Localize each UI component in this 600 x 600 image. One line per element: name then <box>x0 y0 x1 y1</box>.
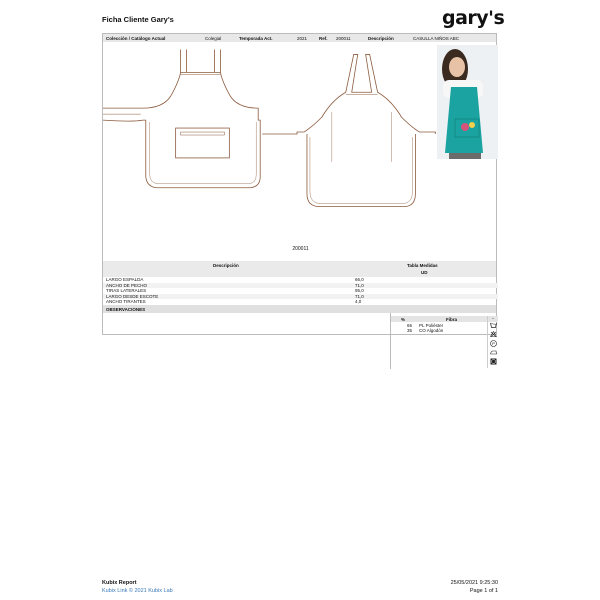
brand-logo: gary's <box>442 7 505 29</box>
measurement-table-header: Tabla Medidas <box>407 263 438 268</box>
footer-link[interactable]: Kubix Link © 2021 Kubix Lab <box>102 588 173 594</box>
care-instructions <box>487 316 498 368</box>
front-apron-outline <box>103 72 260 187</box>
measurement-value: 66,0 <box>355 277 364 283</box>
info-row <box>103 34 496 42</box>
temporada-value: 2021 <box>297 36 308 41</box>
measurement-value: 4,0 <box>355 299 362 305</box>
observations-title: OBSERVACIONES <box>106 306 146 312</box>
svg-text:P: P <box>491 341 495 346</box>
front-pocket <box>176 128 230 158</box>
measurement-value: 71,0 <box>355 282 364 288</box>
descripcion-label: Descripción <box>368 36 394 41</box>
fibre-name: CO Algodón <box>419 328 444 333</box>
no-bleach-icon <box>488 331 498 340</box>
measurement-desc-header: Descripción <box>213 263 239 268</box>
product-sheet <box>102 33 497 346</box>
measurement-value: 95,0 <box>355 288 364 294</box>
measurement-size-header: UD <box>421 270 428 275</box>
percent-header: % <box>401 316 406 322</box>
measurement-value: 71,0 <box>355 293 364 299</box>
wash-icon <box>488 322 498 331</box>
temporada-label: Temporada Act. <box>239 36 273 41</box>
care-header: - <box>488 316 498 322</box>
composition-header <box>391 316 488 322</box>
observations-header <box>103 305 496 313</box>
fibre-name: PL Poliéster <box>419 323 444 328</box>
measurement-label: LARGO DESDE ESCOTE <box>106 293 159 299</box>
composition-table <box>390 313 498 369</box>
descripcion-value: CASULLA NIÑOS ABC <box>413 36 460 41</box>
product-photo <box>437 45 498 159</box>
coleccion-label: Colección / Catálogo Actual <box>106 36 166 41</box>
page-title: Ficha Cliente Gary's <box>102 15 174 24</box>
measurement-label: TIRAS LATERALES <box>106 288 147 294</box>
drawing-ref-code: 200011 <box>292 246 309 252</box>
coleccion-value: Colegial <box>205 36 222 41</box>
footer-title: Kubix Report <box>102 580 137 586</box>
dry-clean-icon <box>488 340 498 349</box>
fibre-percent: 65 <box>407 323 413 328</box>
measurements-header <box>103 261 496 277</box>
measurement-label: LARGO ESPALDA <box>106 277 144 283</box>
iron-icon <box>488 349 498 358</box>
measurement-label: ANCHO DE PECHO <box>106 282 148 288</box>
ref-value: 200011 <box>336 36 351 41</box>
tumble-dry-icon <box>488 358 498 367</box>
fibre-percent: 35 <box>407 328 413 333</box>
fibre-header: Fibra <box>446 316 458 322</box>
measurement-label: ANCHO TIRANTES <box>106 299 146 305</box>
ref-label: Ref. <box>319 36 328 41</box>
footer-timestamp: 25/05/2021 9:25:30 <box>450 580 498 586</box>
footer-page: Page 1 of 1 <box>469 588 498 594</box>
footer-right <box>451 580 498 594</box>
measurement-row <box>103 299 498 305</box>
composition-row <box>391 328 488 333</box>
footer-left <box>102 580 173 594</box>
